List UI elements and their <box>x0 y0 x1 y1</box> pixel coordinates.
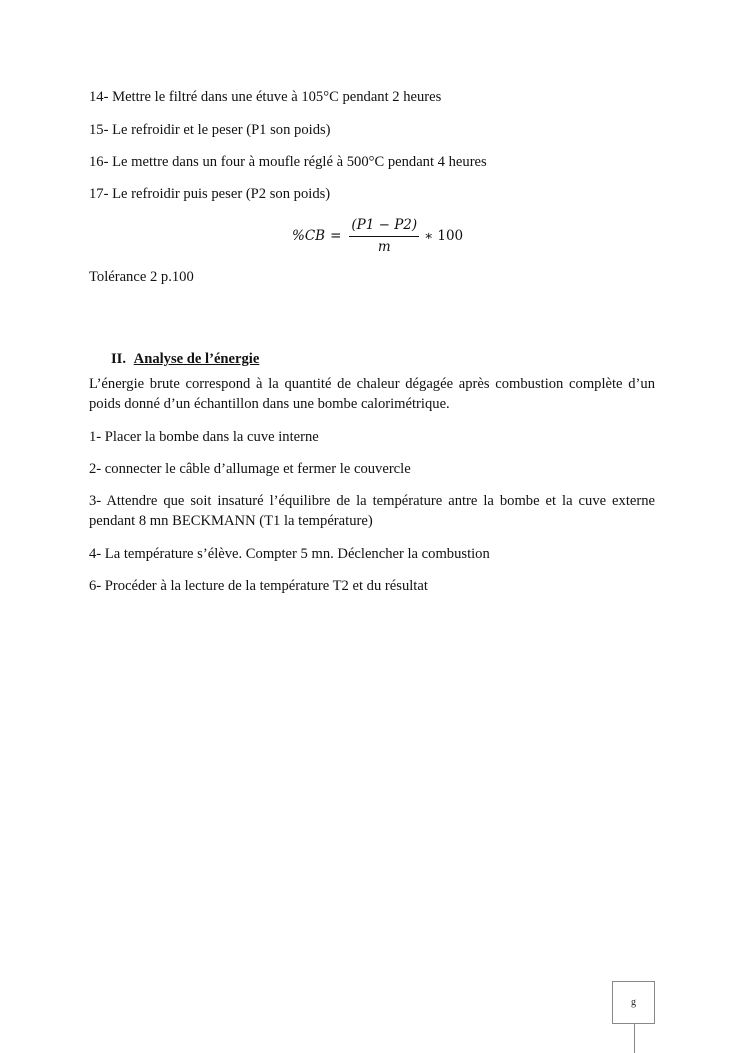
step-16: 16- Le mettre dans un four à moufle réglé à 500°C pendant 4 heures <box>89 154 487 170</box>
formula-factor: 100 <box>437 228 464 244</box>
ash-content-formula <box>292 214 463 258</box>
tolerance-text: Tolérance 2 p.100 <box>89 269 194 285</box>
page-number-box <box>612 981 655 1024</box>
section-heading <box>111 350 259 368</box>
energy-step-3: 3- Attendre que soit insaturé l’équilibre de la température antre la bombe et la cuve externe pendant 8 mn BECKMANN (T1 la température) <box>89 493 655 529</box>
energy-step-4: 4- La température s’élève. Compter 5 mn. Déclencher la combustion <box>89 546 490 562</box>
formula-equals: = <box>330 228 342 244</box>
section-title: Analyse de l’énergie <box>133 351 260 367</box>
energy-step-2: 2- connecter le câble d’allumage et fermer le couvercle <box>89 461 411 477</box>
energy-step-1: 1- Placer la bombe dans la cuve interne <box>89 429 319 445</box>
section-intro-paragraph: L’énergie brute correspond à la quantité de chaleur dégagée après combustion complète d’un poids donné d’un échantillon dans une bombe calorimétrique. <box>89 376 655 412</box>
step-15: 15- Le refroidir et le peser (P1 son poids) <box>89 122 331 138</box>
section-number: II. <box>111 351 127 367</box>
formula-denominator: m <box>377 239 391 255</box>
page-number-connector-line <box>634 1024 635 1053</box>
step-14: 14- Mettre le filtré dans une étuve à 105°C pendant 2 heures <box>89 89 442 105</box>
formula-fraction <box>349 216 419 256</box>
formula-operator: ∗ <box>424 228 434 244</box>
formula-numerator: (P1 − P2) <box>349 216 419 237</box>
energy-step-6: 6- Procéder à la lecture de la température T2 et du résultat <box>89 578 428 594</box>
formula-lhs: %CB <box>292 228 326 244</box>
step-17: 17- Le refroidir puis peser (P2 son poids) <box>89 186 331 202</box>
page-number: g <box>631 997 636 1008</box>
